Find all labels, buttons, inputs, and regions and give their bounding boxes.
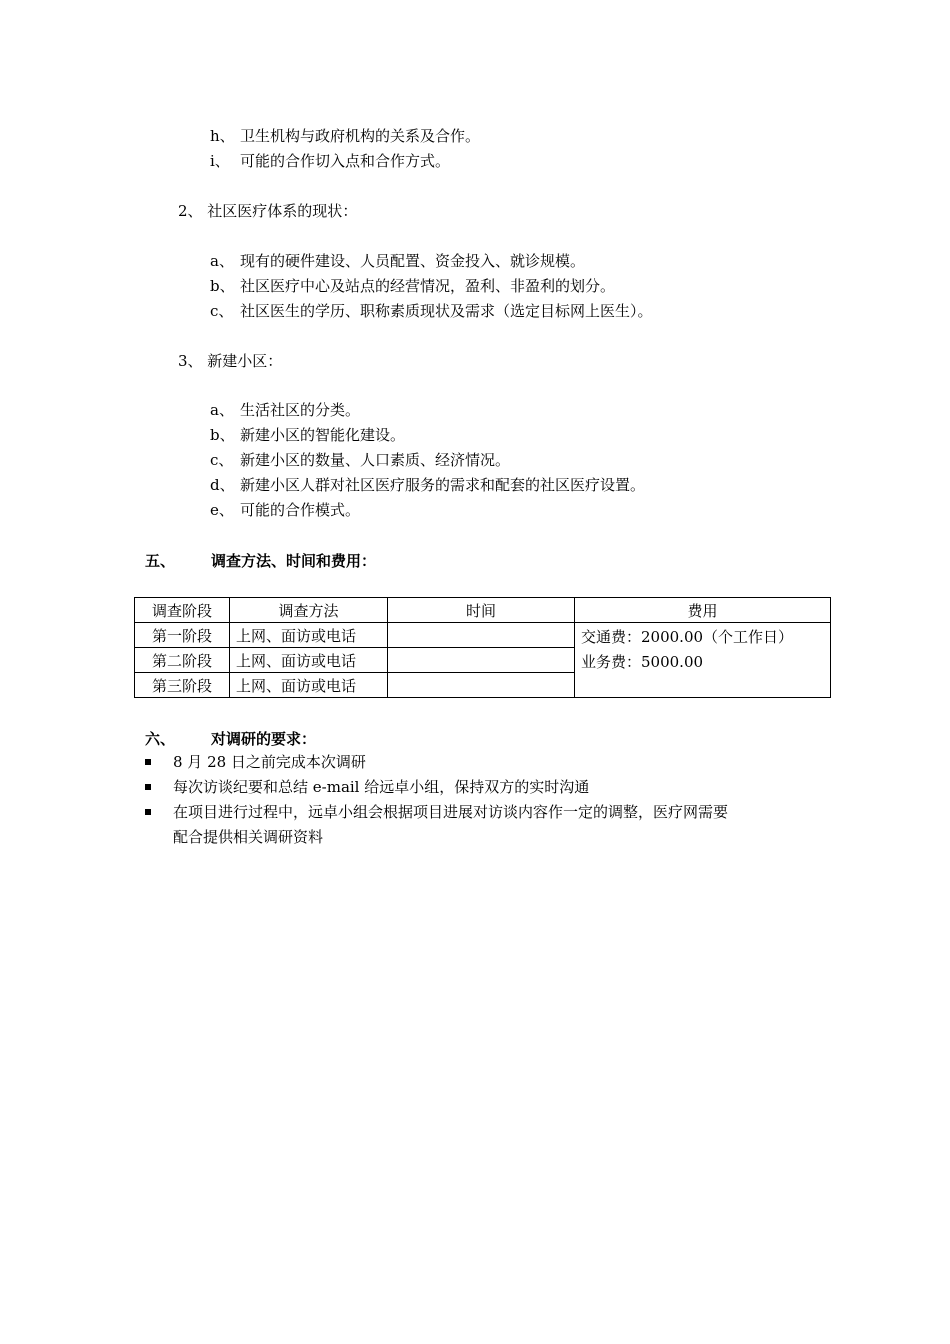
item-text: 可能的合作模式。 — [240, 501, 361, 519]
item-marker: b、 — [210, 277, 235, 295]
item-marker: h、 — [210, 127, 235, 145]
section-heading — [145, 551, 376, 571]
list-item — [210, 151, 450, 171]
table-header-row — [135, 598, 831, 623]
section-heading — [145, 729, 316, 749]
item-text: 新建小区的数量、人口素质、经济情况。 — [240, 451, 511, 469]
bullet-icon — [145, 809, 151, 815]
bullet-item: 8 月 28 日之前完成本次调研 — [173, 753, 366, 771]
item-text: 社区医疗中心及站点的经营情况，盈利、非盈利的划分。 — [240, 277, 616, 295]
item-marker: d、 — [210, 476, 235, 494]
column-header: 调查阶段 — [135, 598, 230, 623]
bullet-item: 在项目进行过程中，远卓小组会根据项目进展对访谈内容作一定的调整，医疗网需要 — [173, 803, 729, 821]
stage-cell: 第二阶段 — [135, 648, 230, 673]
list-item — [210, 126, 480, 146]
column-header: 费用 — [575, 598, 831, 623]
section-number: 六、 — [145, 730, 176, 748]
fee-line: 业务费：5000.00 — [581, 653, 704, 671]
fee-line: 交通费：2000.00（个工作日） — [581, 628, 794, 646]
bullet-item: 每次访谈纪要和总结 e-mail 给远卓小组，保持双方的实时沟通 — [173, 778, 590, 796]
list-item — [210, 251, 585, 271]
section-number: 五、 — [145, 552, 176, 570]
list-item — [210, 301, 653, 321]
item-marker: c、 — [210, 302, 234, 320]
section-title: 对调研的要求： — [211, 730, 317, 748]
list-item — [210, 450, 510, 470]
item-text: 卫生机构与政府机构的关系及合作。 — [240, 127, 481, 145]
item-marker: i、 — [210, 152, 230, 170]
list-item — [210, 475, 645, 495]
item-text: 社区医生的学历、职称素质现状及需求（选定目标网上医生）。 — [240, 302, 653, 320]
item-text: 现有的硬件建设、人员配置、资金投入、就诊规模。 — [240, 252, 586, 270]
table-row — [135, 623, 831, 648]
method-cell: 上网、面访或电话 — [230, 648, 388, 673]
list-item — [210, 400, 360, 420]
list-item — [210, 500, 360, 520]
item-marker: e、 — [210, 501, 234, 519]
item-text: 新建小区的智能化建设。 — [240, 426, 406, 444]
time-cell — [388, 623, 575, 648]
bullet-item-continuation: 配合提供相关调研资料 — [173, 828, 324, 846]
column-header: 时间 — [388, 598, 575, 623]
column-header: 调查方法 — [230, 598, 388, 623]
item-marker: a、 — [210, 252, 234, 270]
time-cell — [388, 673, 575, 698]
survey-plan-table — [134, 597, 831, 698]
list-item — [210, 276, 615, 296]
bullet-icon — [145, 759, 151, 765]
subsection-heading: 2、 社区医疗体系的现状： — [178, 202, 358, 220]
list-item — [210, 425, 405, 445]
item-marker: a、 — [210, 401, 234, 419]
item-marker: b、 — [210, 426, 235, 444]
time-cell — [388, 648, 575, 673]
item-marker: c、 — [210, 451, 234, 469]
section-title: 调查方法、时间和费用： — [211, 552, 377, 570]
item-text: 可能的合作切入点和合作方式。 — [240, 152, 451, 170]
method-cell: 上网、面访或电话 — [230, 623, 388, 648]
stage-cell: 第一阶段 — [135, 623, 230, 648]
fee-cell — [575, 623, 831, 698]
item-text: 生活社区的分类。 — [240, 401, 361, 419]
bullet-icon — [145, 784, 151, 790]
method-cell: 上网、面访或电话 — [230, 673, 388, 698]
item-text: 新建小区人群对社区医疗服务的需求和配套的社区医疗设置。 — [240, 476, 646, 494]
subsection-heading: 3、 新建小区： — [178, 352, 283, 370]
stage-cell: 第三阶段 — [135, 673, 230, 698]
